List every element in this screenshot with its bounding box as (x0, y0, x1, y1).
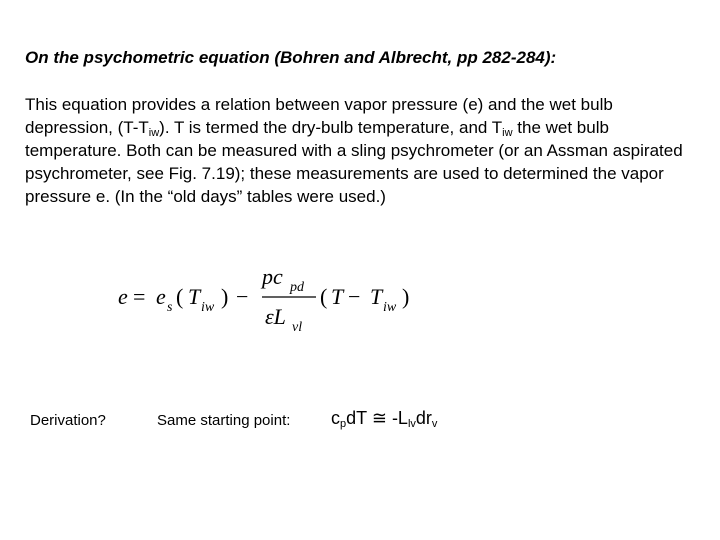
derivation-label: Derivation? (30, 412, 106, 429)
approx-equal-symbol: ≅ (371, 408, 387, 428)
eq-paren-open-2: ( (320, 284, 328, 309)
eq-es: e (156, 284, 166, 309)
eq-T-2: T (370, 284, 383, 309)
page-title: On the psychometric equation (Bohren and Albrecht, pp 282-284): (25, 48, 557, 67)
paragraph-text-3: the wet bulb temperature. Both can be measured with a sling psychrometer (or an Assman aspirated psychrometer, see Fig. 7.19); these measurements are used to determined the vapor pressure e. (In the “old days” tables were used.) (25, 118, 683, 206)
eq-equals: = (133, 284, 146, 309)
eq-minus: − (236, 284, 249, 309)
relation-c: c (331, 408, 340, 428)
paragraph-text-1: This equation provides a relation between vapor pressure (e) and the wet bulb depression, (T-T (25, 95, 613, 137)
relation-dr: dr (415, 408, 432, 428)
eq-minus-2: − (348, 284, 361, 309)
psychrometric-equation (0, 258, 720, 338)
eq-T-1: T (188, 284, 201, 309)
eq-T: T (331, 284, 344, 309)
starting-relation (331, 408, 437, 429)
relation-L-sub: lv (407, 418, 416, 430)
relation-c-sub: p (340, 418, 347, 430)
relation-dT: dT (346, 408, 367, 428)
eq-denominator-sub: vl (292, 320, 303, 335)
relation-L: -L (391, 408, 408, 428)
eq-numerator-sub: pd (290, 280, 304, 295)
eq-paren-close-1: ) (221, 284, 229, 309)
paragraph-text-2: ). T is termed the dry-bulb temperature, and T (159, 118, 503, 137)
eq-T-1-sub: iw (201, 300, 215, 315)
eq-paren-close-2: ) (402, 284, 410, 309)
relation-dr-sub: v (431, 418, 438, 430)
eq-numerator: pc (262, 264, 283, 289)
eq-es-sub: s (167, 300, 173, 315)
subscript-iw: iw (502, 127, 513, 139)
eq-T-2-sub: iw (383, 300, 397, 315)
eq-paren-open-1: ( (176, 284, 184, 309)
subscript-iw: iw (148, 127, 160, 139)
eq-denominator: εL (265, 304, 286, 329)
eq-lhs-e: e (118, 284, 128, 309)
body-paragraph (25, 93, 700, 208)
starting-point-label: Same starting point: (157, 412, 291, 429)
